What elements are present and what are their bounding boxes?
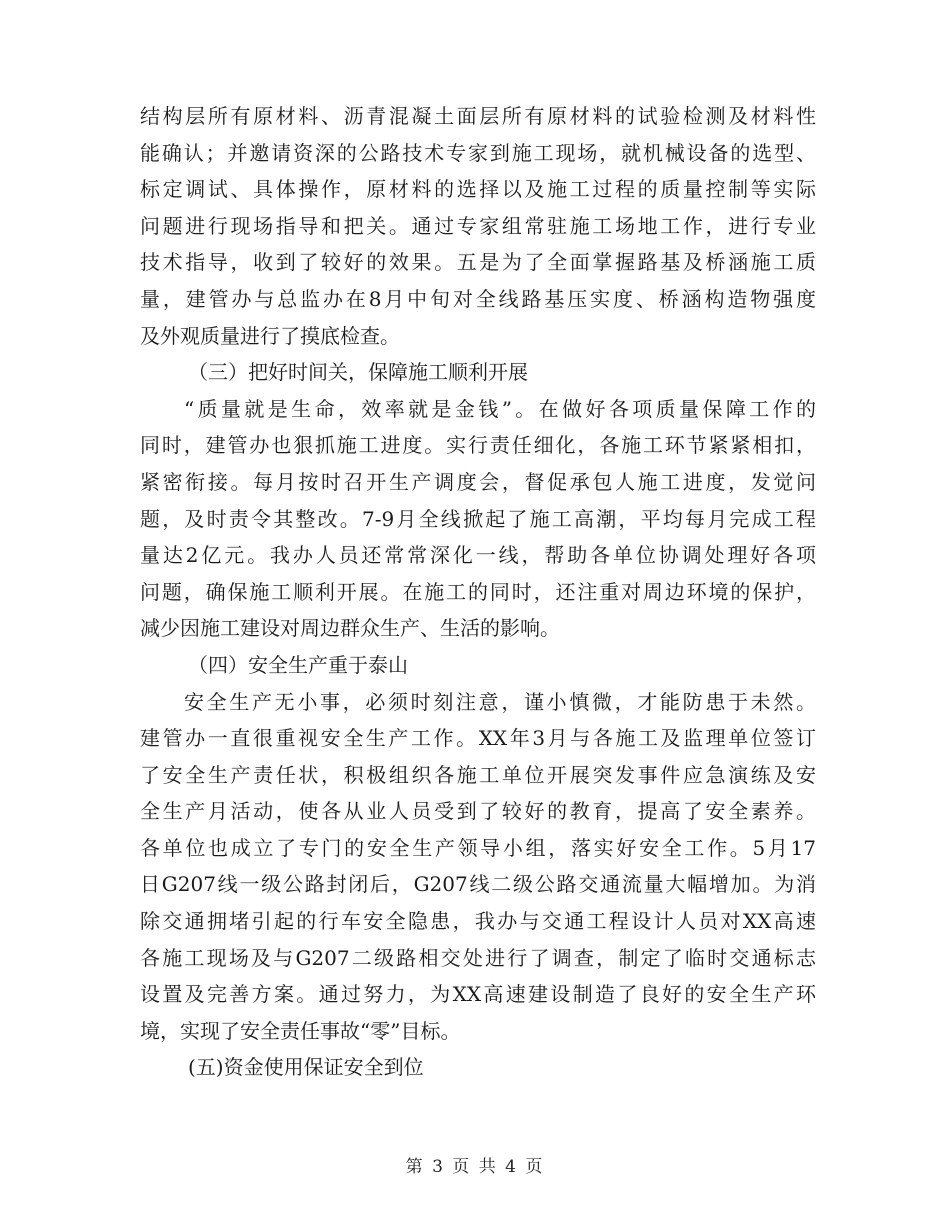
paragraph-line: 及外观质量进行了摸底检查。 bbox=[140, 323, 400, 348]
paragraph-line: 建管办一直很重视安全生产工作。XX年3月与各施工及监理单位签订 bbox=[140, 726, 816, 751]
paragraph-line: 各施工现场及与G207二级路相交处进行了调查，制定了临时交通标志 bbox=[140, 945, 816, 970]
paragraph-line: 各单位也成立了专门的安全生产领导小组，落实好安全工作。5月17 bbox=[140, 835, 816, 860]
paragraph-line: 标定调试、具体操作，原材料的选择以及施工过程的质量控制等实际 bbox=[140, 177, 816, 202]
paragraph-line: 境，实现了安全责任事故“零”目标。 bbox=[140, 1018, 461, 1043]
section-heading: （四）安全生产重于泰山 bbox=[188, 652, 408, 677]
paragraph-line: “质量就是生命，效率就是金钱”。在做好各项质量保障工作的 bbox=[184, 396, 816, 421]
document-body bbox=[140, 98, 816, 1086]
paragraph-line: 题，及时责令其整改。7-9月全线掀起了施工高潮，平均每月完成工程 bbox=[140, 506, 816, 531]
paragraph-line: 同时，建管办也狠抓施工进度。实行责任细化，各施工环节紧紧相扣， bbox=[140, 433, 816, 458]
paragraph-line: 能确认；并邀请资深的公路技术专家到施工现场，就机械设备的选型、 bbox=[140, 140, 816, 165]
paragraph-line: 了安全生产责任状，积极组织各施工单位开展突发事件应急演练及安 bbox=[140, 762, 816, 787]
paragraph-line: 设置及完善方案。通过努力，为XX高速建设制造了良好的安全生产环 bbox=[140, 982, 816, 1007]
section-heading: （三）把好时间关，保障施工顺利开展 bbox=[188, 360, 528, 385]
paragraph-line: 减少因施工建设对周边群众生产、生活的影响。 bbox=[140, 616, 560, 641]
paragraph-line: 紧密衔接。每月按时召开生产调度会，督促承包人施工进度，发觉问 bbox=[140, 469, 816, 494]
paragraph-line: 量，建管办与总监办在8月中旬对全线路基压实度、桥涵构造物强度 bbox=[140, 286, 816, 311]
section-heading: (五)资金使用保证安全到位 bbox=[188, 1055, 424, 1080]
paragraph-line: 结构层所有原材料、沥青混凝土面层所有原材料的试验检测及材料性 bbox=[140, 104, 816, 128]
paragraph-line: 量达2亿元。我办人员还常常深化一线，帮助各单位协调处理好各项 bbox=[140, 543, 816, 568]
paragraph-line: 安全生产无小事，必须时刻注意，谨小慎微，才能防患于未然。 bbox=[184, 689, 816, 714]
paragraph-line: 除交通拥堵引起的行车安全隐患，我办与交通工程设计人员对XX高速 bbox=[140, 909, 816, 934]
paragraph-line: 全生产月活动，使各从业人员受到了较好的教育，提高了安全素养。 bbox=[140, 799, 816, 824]
paragraph-line: 日G207线一级公路封闭后，G207线二级公路交通流量大幅增加。为消 bbox=[140, 872, 816, 897]
paragraph-line: 问题进行现场指导和把关。通过专家组常驻施工场地工作，进行专业 bbox=[140, 213, 816, 238]
page-number-footer: 第 3 页 共 4 页 bbox=[405, 1157, 545, 1177]
paragraph-line: 问题，确保施工顺利开展。在施工的同时，还注重对周边环境的保护， bbox=[140, 579, 816, 604]
paragraph-line: 技术指导，收到了较好的效果。五是为了全面掌握路基及桥涵施工质 bbox=[140, 250, 816, 275]
